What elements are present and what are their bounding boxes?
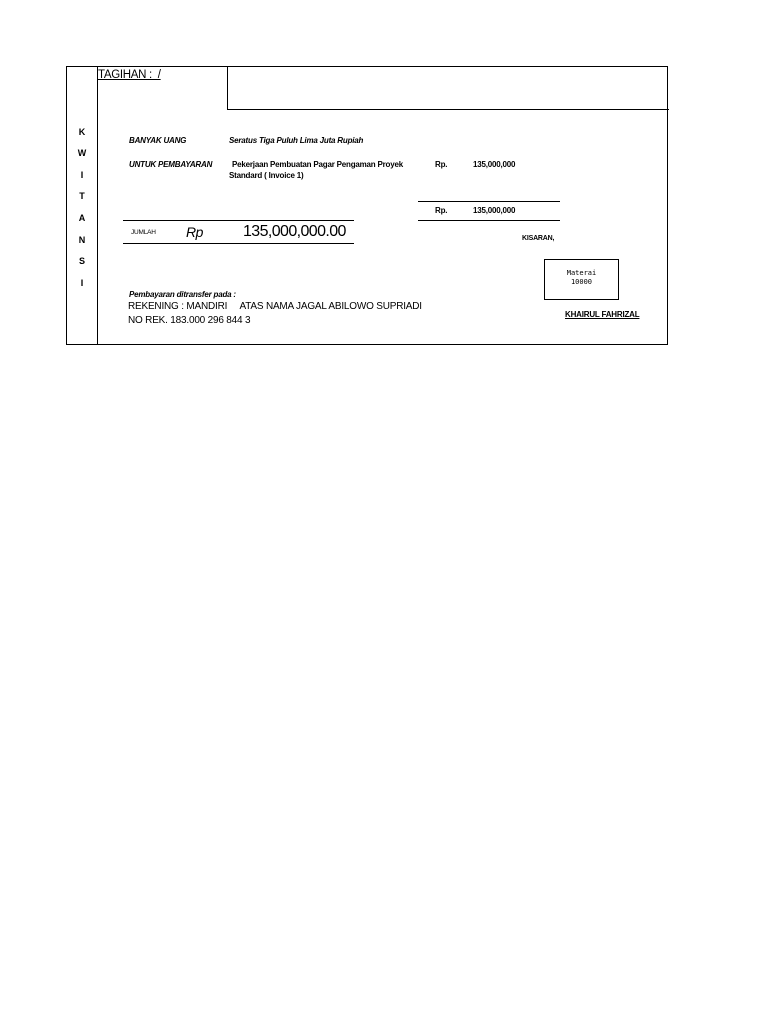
subtotal-top-line xyxy=(418,201,560,202)
place-label: KISARAN, xyxy=(522,235,555,242)
amount-in-words-value: Seratus Tiga Puluh Lima Juta Rupiah xyxy=(229,136,364,145)
payment-purpose-line-2: Standard ( Invoice 1) xyxy=(229,171,304,180)
total-top-line xyxy=(123,220,354,221)
item-currency: Rp. xyxy=(435,160,448,169)
payment-purpose-line-1: Pekerjaan Pembuatan Pagar Pengaman Proyek xyxy=(232,160,403,169)
vertical-title-letter: A xyxy=(78,213,86,223)
stamp-duty-title: Materai xyxy=(566,269,597,277)
subtotal-bottom-line xyxy=(418,220,560,221)
amount-in-words-label: BANYAK UANG xyxy=(129,136,187,145)
vertical-title-letter: W xyxy=(77,148,87,158)
vertical-title-letter: S xyxy=(78,256,85,266)
transfer-label: Pembayaran ditransfer pada : xyxy=(129,290,236,299)
vertical-title-letter: I xyxy=(80,278,84,288)
payment-purpose-label: UNTUK PEMBAYARAN xyxy=(129,160,213,169)
subtotal-currency: Rp. xyxy=(435,206,448,215)
vertical-title-column xyxy=(67,67,98,344)
account-number-line: NO REK. 183.000 296 844 3 xyxy=(128,315,251,326)
subtotal-amount: 135,000,000 xyxy=(473,206,516,215)
vertical-title-letter: N xyxy=(78,235,86,245)
signer-name: KHAIRUL FAHRIZAL xyxy=(565,310,640,319)
vertical-title-letter: I xyxy=(80,170,84,180)
total-bottom-line xyxy=(123,243,354,244)
item-amount: 135,000,000 xyxy=(473,160,516,169)
stamp-duty-box xyxy=(544,259,619,300)
stamp-duty-value: 10000 xyxy=(570,278,593,286)
receipt-form xyxy=(66,66,668,345)
vertical-title-letter: K xyxy=(78,127,86,137)
total-currency: Rp xyxy=(186,224,203,240)
invoice-number-label: TAGIHAN : / xyxy=(98,69,161,81)
vertical-title-letter: T xyxy=(79,191,85,201)
total-amount: 135,000,000.00 xyxy=(243,223,346,240)
bank-account-line: REKENING : MANDIRI ATAS NAMA JAGAL ABILOWO SUPRIADI xyxy=(128,301,422,312)
header-box xyxy=(227,67,669,110)
total-label: JUMLAH xyxy=(131,229,156,236)
